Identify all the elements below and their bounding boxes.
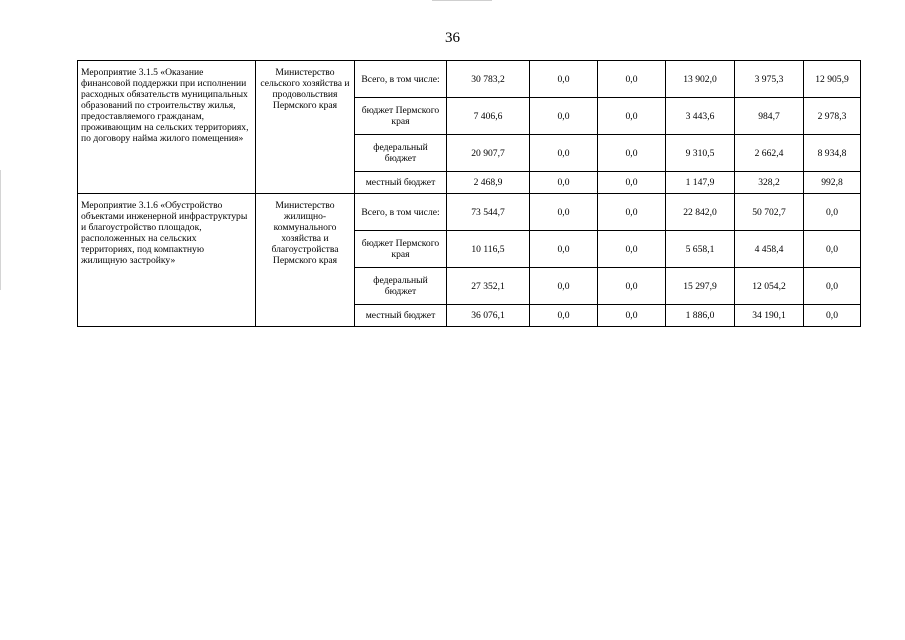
value-cell: 0,0 — [804, 194, 861, 231]
value-cell: 0,0 — [598, 135, 666, 172]
value-cell: 30 783,2 — [447, 61, 530, 98]
source-cell: федеральный бюджет — [355, 135, 447, 172]
value-cell: 4 458,4 — [735, 231, 804, 268]
source-cell: федеральный бюджет — [355, 268, 447, 305]
value-cell: 0,0 — [598, 98, 666, 135]
value-cell: 0,0 — [598, 305, 666, 327]
value-cell: 20 907,7 — [447, 135, 530, 172]
scan-artifact-line — [0, 170, 1, 290]
budget-table — [77, 60, 861, 327]
value-cell: 15 297,9 — [666, 268, 735, 305]
value-cell: 0,0 — [598, 61, 666, 98]
value-cell: 73 544,7 — [447, 194, 530, 231]
value-cell: 34 190,1 — [735, 305, 804, 327]
value-cell: 22 842,0 — [666, 194, 735, 231]
value-cell: 2 662,4 — [735, 135, 804, 172]
value-cell: 0,0 — [530, 172, 598, 194]
value-cell: 0,0 — [530, 268, 598, 305]
value-cell: 0,0 — [804, 231, 861, 268]
executor-cell: Министерство жилищно-коммунального хозяйства и благоустройства Пермского края — [256, 194, 355, 327]
value-cell: 1 147,9 — [666, 172, 735, 194]
value-cell: 5 658,1 — [666, 231, 735, 268]
value-cell: 0,0 — [598, 268, 666, 305]
value-cell: 0,0 — [530, 61, 598, 98]
value-cell: 0,0 — [530, 194, 598, 231]
source-cell: бюджет Пермского края — [355, 98, 447, 135]
value-cell: 984,7 — [735, 98, 804, 135]
value-cell: 1 886,0 — [666, 305, 735, 327]
value-cell: 0,0 — [598, 231, 666, 268]
table-row — [78, 194, 861, 231]
value-cell: 12 054,2 — [735, 268, 804, 305]
value-cell: 9 310,5 — [666, 135, 735, 172]
value-cell: 2 978,3 — [804, 98, 861, 135]
page-number: 36 — [445, 30, 460, 46]
value-cell: 36 076,1 — [447, 305, 530, 327]
value-cell: 27 352,1 — [447, 268, 530, 305]
value-cell: 50 702,7 — [735, 194, 804, 231]
source-cell: местный бюджет — [355, 305, 447, 327]
value-cell: 8 934,8 — [804, 135, 861, 172]
value-cell: 3 443,6 — [666, 98, 735, 135]
source-cell: местный бюджет — [355, 172, 447, 194]
source-cell: Всего, в том числе: — [355, 61, 447, 98]
value-cell: 0,0 — [530, 231, 598, 268]
value-cell: 0,0 — [804, 305, 861, 327]
table-row — [78, 61, 861, 98]
value-cell: 0,0 — [598, 194, 666, 231]
value-cell: 0,0 — [598, 172, 666, 194]
value-cell: 0,0 — [804, 268, 861, 305]
value-cell: 2 468,9 — [447, 172, 530, 194]
value-cell: 992,8 — [804, 172, 861, 194]
value-cell: 0,0 — [530, 305, 598, 327]
executor-cell: Министерство сельского хозяйства и продовольствия Пермского края — [256, 61, 355, 194]
value-cell: 0,0 — [530, 98, 598, 135]
value-cell: 7 406,6 — [447, 98, 530, 135]
event-cell: Мероприятие 3.1.6 «Обустройство объектами инженерной инфраструктуры и благоустройство площадок, расположенных на сельских территориях, под компактную жилищную застройку» — [78, 194, 256, 327]
event-cell: Мероприятие 3.1.5 «Оказание финансовой поддержки при исполнении расходных обязательств муниципальных образований по строительству жилья, предоставляемого гражданам, проживающим на сельских территориях, по договору найма жилого помещения» — [78, 61, 256, 194]
scan-artifact-line — [432, 0, 492, 1]
value-cell: 328,2 — [735, 172, 804, 194]
value-cell: 12 905,9 — [804, 61, 861, 98]
value-cell: 13 902,0 — [666, 61, 735, 98]
value-cell: 3 975,3 — [735, 61, 804, 98]
value-cell: 0,0 — [530, 135, 598, 172]
source-cell: Всего, в том числе: — [355, 194, 447, 231]
source-cell: бюджет Пермского края — [355, 231, 447, 268]
value-cell: 10 116,5 — [447, 231, 530, 268]
